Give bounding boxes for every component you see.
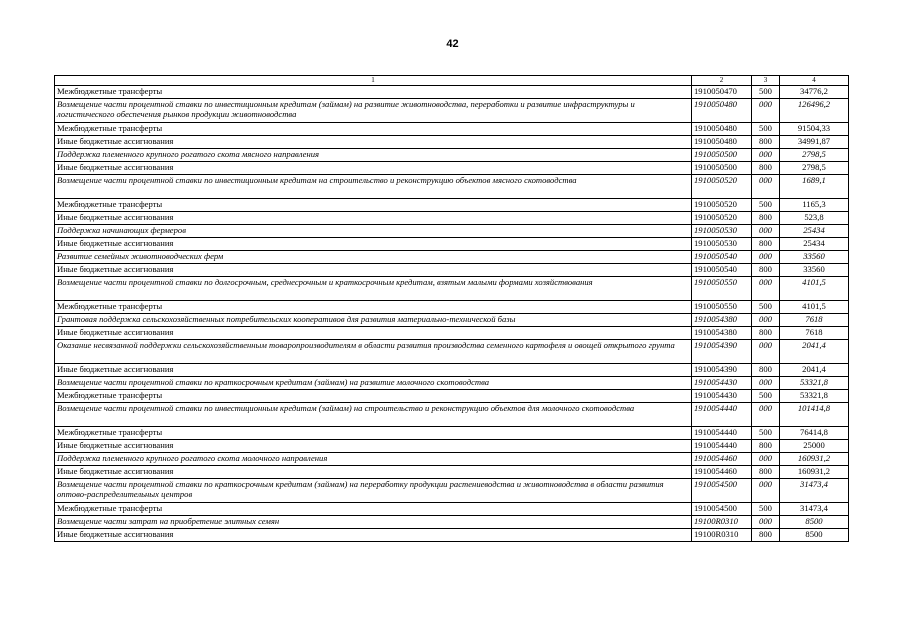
table-row [55, 390, 849, 403]
row-amount-cell: 4101,5 [780, 301, 849, 314]
table-row [55, 86, 849, 99]
table-row [55, 314, 849, 327]
row-name-cell: Развитие семейных животноводческих ферм [55, 251, 692, 264]
table-row [55, 466, 849, 479]
table-row [55, 340, 849, 364]
row-expense-type-cell: 000 [752, 314, 780, 327]
table-row [55, 529, 849, 542]
row-amount-cell: 31473,4 [780, 503, 849, 516]
row-name-cell: Иные бюджетные ассигнования [55, 466, 692, 479]
header-cell-name: 1 [55, 76, 692, 86]
row-amount-cell: 33560 [780, 251, 849, 264]
row-code-cell: 1910054390 [692, 340, 752, 364]
row-expense-type-cell: 500 [752, 390, 780, 403]
header-cell-code: 2 [692, 76, 752, 86]
table-row [55, 264, 849, 277]
row-expense-type-cell: 000 [752, 479, 780, 503]
row-amount-cell: 25434 [780, 238, 849, 251]
row-expense-type-cell: 800 [752, 136, 780, 149]
row-code-cell: 1910050530 [692, 225, 752, 238]
row-code-cell: 1910050540 [692, 251, 752, 264]
row-name-cell: Иные бюджетные ассигнования [55, 327, 692, 340]
table-row [55, 175, 849, 199]
table-body [55, 76, 849, 542]
row-amount-cell: 53321,8 [780, 377, 849, 390]
row-name-cell: Поддержка племенного крупного рогатого скота мясного направления [55, 149, 692, 162]
row-name-cell: Межбюджетные трансферты [55, 301, 692, 314]
row-amount-cell: 34776,2 [780, 86, 849, 99]
row-expense-type-cell: 800 [752, 364, 780, 377]
row-expense-type-cell: 800 [752, 327, 780, 340]
row-expense-type-cell: 800 [752, 466, 780, 479]
row-amount-cell: 2798,5 [780, 149, 849, 162]
table-row [55, 427, 849, 440]
row-amount-cell: 2041,4 [780, 364, 849, 377]
header-row [55, 76, 849, 86]
row-amount-cell: 160931,2 [780, 453, 849, 466]
table-row [55, 149, 849, 162]
row-expense-type-cell: 500 [752, 427, 780, 440]
row-amount-cell: 7618 [780, 327, 849, 340]
row-expense-type-cell: 000 [752, 377, 780, 390]
table-row [55, 364, 849, 377]
row-code-cell: 1910050470 [692, 86, 752, 99]
row-name-cell: Межбюджетные трансферты [55, 503, 692, 516]
row-name-cell: Поддержка племенного крупного рогатого скота молочного направления [55, 453, 692, 466]
row-expense-type-cell: 800 [752, 162, 780, 175]
row-code-cell: 1910054500 [692, 503, 752, 516]
row-expense-type-cell: 800 [752, 529, 780, 542]
table-row [55, 99, 849, 123]
row-name-cell: Возмещение части затрат на приобретение элитных семян [55, 516, 692, 529]
row-code-cell: 1910054430 [692, 390, 752, 403]
row-code-cell: 1910050480 [692, 136, 752, 149]
row-name-cell: Иные бюджетные ассигнования [55, 264, 692, 277]
row-expense-type-cell: 000 [752, 175, 780, 199]
row-name-cell: Межбюджетные трансферты [55, 86, 692, 99]
row-expense-type-cell: 000 [752, 225, 780, 238]
row-amount-cell: 1165,3 [780, 199, 849, 212]
table-row [55, 277, 849, 301]
header-cell-vr: 3 [752, 76, 780, 86]
row-name-cell: Возмещение части процентной ставки по инвестиционным кредитам на строительство и реконструкцию объектов мясного скотоводства [55, 175, 692, 199]
row-expense-type-cell: 500 [752, 123, 780, 136]
row-name-cell: Поддержка начинающих фермеров [55, 225, 692, 238]
row-code-cell: 1910054500 [692, 479, 752, 503]
row-expense-type-cell: 800 [752, 212, 780, 225]
table-row [55, 327, 849, 340]
row-code-cell: 1910054390 [692, 364, 752, 377]
table-row [55, 453, 849, 466]
row-amount-cell: 8500 [780, 529, 849, 542]
header-cell-amount: 4 [780, 76, 849, 86]
row-amount-cell: 31473,4 [780, 479, 849, 503]
row-expense-type-cell: 500 [752, 301, 780, 314]
row-code-cell: 1910054460 [692, 466, 752, 479]
row-amount-cell: 25434 [780, 225, 849, 238]
row-code-cell: 1910050480 [692, 99, 752, 123]
row-name-cell: Возмещение части процентной ставки по краткосрочным кредитам (займам) на переработку продукции растениеводства и животноводства в области развития оптово-распределительных центров [55, 479, 692, 503]
table-row [55, 516, 849, 529]
row-amount-cell: 8500 [780, 516, 849, 529]
page-number: 42 [446, 38, 459, 50]
row-code-cell: 1910050520 [692, 175, 752, 199]
row-name-cell: Иные бюджетные ассигнования [55, 364, 692, 377]
row-expense-type-cell: 500 [752, 503, 780, 516]
row-expense-type-cell: 000 [752, 251, 780, 264]
row-code-cell: 1910050500 [692, 162, 752, 175]
row-name-cell: Иные бюджетные ассигнования [55, 136, 692, 149]
row-name-cell: Возмещение части процентной ставки по инвестиционным кредитам (займам) на строительство и реконструкцию объектов для молочного скотоводства [55, 403, 692, 427]
row-code-cell: 1910050500 [692, 149, 752, 162]
row-code-cell: 1910050520 [692, 199, 752, 212]
row-amount-cell: 7618 [780, 314, 849, 327]
row-code-cell: 1910050480 [692, 123, 752, 136]
row-expense-type-cell: 500 [752, 86, 780, 99]
table-row [55, 199, 849, 212]
row-name-cell: Возмещение части процентной ставки по краткосрочным кредитам (займам) на развитие молочного скотоводства [55, 377, 692, 390]
row-amount-cell: 523,8 [780, 212, 849, 225]
row-code-cell: 1910054430 [692, 377, 752, 390]
row-expense-type-cell: 500 [752, 199, 780, 212]
row-amount-cell: 76414,8 [780, 427, 849, 440]
row-name-cell: Межбюджетные трансферты [55, 390, 692, 403]
row-amount-cell: 34991,87 [780, 136, 849, 149]
row-amount-cell: 2041,4 [780, 340, 849, 364]
row-amount-cell: 1689,1 [780, 175, 849, 199]
row-code-cell: 1910050520 [692, 212, 752, 225]
row-expense-type-cell: 000 [752, 99, 780, 123]
row-name-cell: Межбюджетные трансферты [55, 427, 692, 440]
row-name-cell: Возмещение части процентной ставки по инвестиционным кредитам (займам) на развитие животноводства, переработки и развитие инфраструктуры и логистического обеспечения рынков продукции животноводства [55, 99, 692, 123]
budget-table [54, 75, 849, 542]
row-amount-cell: 4101,5 [780, 277, 849, 301]
row-expense-type-cell: 000 [752, 516, 780, 529]
row-amount-cell: 126496,2 [780, 99, 849, 123]
table-row [55, 301, 849, 314]
table-row [55, 212, 849, 225]
table-row [55, 503, 849, 516]
row-amount-cell: 25000 [780, 440, 849, 453]
row-code-cell: 1910050550 [692, 277, 752, 301]
row-code-cell: 1910054440 [692, 427, 752, 440]
row-name-cell: Иные бюджетные ассигнования [55, 162, 692, 175]
row-name-cell: Оказание несвязанной поддержки сельскохозяйственным товаропроизводителям в области развития производства семенного картофеля и овощей открытого грунта [55, 340, 692, 364]
row-amount-cell: 91504,33 [780, 123, 849, 136]
table-row [55, 238, 849, 251]
row-expense-type-cell: 000 [752, 340, 780, 364]
row-expense-type-cell: 000 [752, 453, 780, 466]
table-row [55, 377, 849, 390]
row-code-cell: 1910054380 [692, 314, 752, 327]
row-expense-type-cell: 800 [752, 440, 780, 453]
row-name-cell: Иные бюджетные ассигнования [55, 440, 692, 453]
row-expense-type-cell: 000 [752, 149, 780, 162]
row-amount-cell: 160931,2 [780, 466, 849, 479]
row-code-cell: 1910054460 [692, 453, 752, 466]
row-amount-cell: 2798,5 [780, 162, 849, 175]
row-name-cell: Иные бюджетные ассигнования [55, 238, 692, 251]
row-amount-cell: 33560 [780, 264, 849, 277]
table-row [55, 403, 849, 427]
row-name-cell: Иные бюджетные ассигнования [55, 529, 692, 542]
row-amount-cell: 101414,8 [780, 403, 849, 427]
table-row [55, 136, 849, 149]
row-code-cell: 1910054440 [692, 403, 752, 427]
row-expense-type-cell: 000 [752, 403, 780, 427]
table-row [55, 225, 849, 238]
row-amount-cell: 53321,8 [780, 390, 849, 403]
row-code-cell: 1910054380 [692, 327, 752, 340]
row-name-cell: Иные бюджетные ассигнования [55, 212, 692, 225]
row-code-cell: 1910050530 [692, 238, 752, 251]
row-name-cell: Межбюджетные трансферты [55, 123, 692, 136]
row-code-cell: 19100R0310 [692, 516, 752, 529]
row-name-cell: Межбюджетные трансферты [55, 199, 692, 212]
table-row [55, 440, 849, 453]
table-row [55, 251, 849, 264]
table-row [55, 479, 849, 503]
row-code-cell: 19100R0310 [692, 529, 752, 542]
row-code-cell: 1910050550 [692, 301, 752, 314]
table-row [55, 123, 849, 136]
row-expense-type-cell: 000 [752, 277, 780, 301]
row-code-cell: 1910054440 [692, 440, 752, 453]
row-expense-type-cell: 800 [752, 238, 780, 251]
table-row [55, 162, 849, 175]
row-code-cell: 1910050540 [692, 264, 752, 277]
row-name-cell: Грантовая поддержка сельскохозяйственных потребительских кооперативов для развития материально-технической базы [55, 314, 692, 327]
row-expense-type-cell: 800 [752, 264, 780, 277]
row-name-cell: Возмещение части процентной ставки по долгосрочным, среднесрочным и краткосрочным кредитам, взятым малыми формами хозяйствования [55, 277, 692, 301]
